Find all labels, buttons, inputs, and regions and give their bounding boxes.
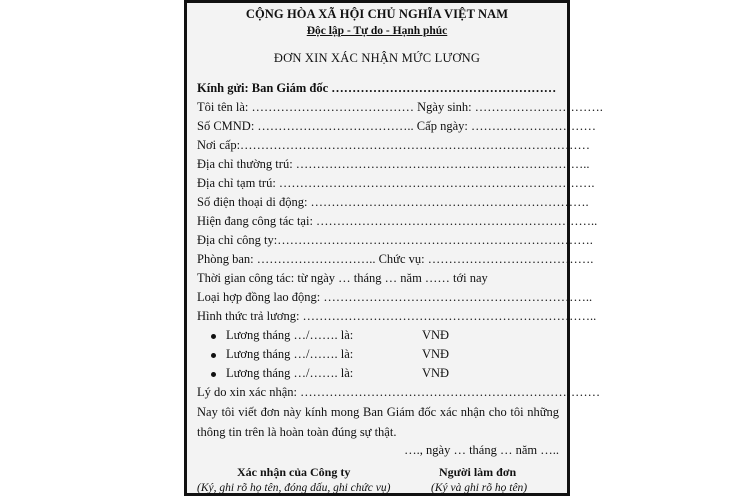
bullet-icon bbox=[211, 353, 216, 358]
bullet-icon bbox=[211, 372, 216, 377]
workplace-line: Hiện đang công tác tại: ………………………………………………………….. bbox=[197, 214, 598, 228]
applicant-title: Người làm đơn bbox=[439, 465, 517, 479]
salary-item bbox=[211, 328, 449, 343]
reason-line: Lý do xin xác nhận: ……………………………………………………………… bbox=[197, 385, 601, 399]
salary-item bbox=[211, 347, 449, 362]
bullet-icon bbox=[211, 334, 216, 339]
company-confirmation-title: Xác nhận của Công ty bbox=[237, 465, 351, 479]
pay-method-line: Hình thức trả lương: …………………………………………………………….. bbox=[197, 309, 597, 323]
salary-item-unit: VNĐ bbox=[422, 328, 450, 342]
salary-item bbox=[211, 366, 449, 381]
salary-item-label: Lương tháng …/……. là: bbox=[226, 328, 354, 342]
document-title: ĐƠN XIN XÁC NHẬN MỨC LƯƠNG bbox=[273, 51, 481, 65]
form-document bbox=[184, 0, 603, 496]
salary-item-unit: VNĐ bbox=[422, 366, 450, 380]
date-line: …., ngày … tháng … năm ….. bbox=[404, 443, 559, 457]
applicant-signature-note: (Ký và ghi rõ họ tên) bbox=[431, 482, 528, 494]
salary-item-label: Lương tháng …/……. là: bbox=[226, 366, 354, 380]
temp-address-line: Địa chỉ tạm trú: …………………………………………………………………. bbox=[197, 176, 595, 190]
nation-heading: CỘNG HÒA XÃ HỘI CHỦ NGHĨA VIỆT NAM bbox=[245, 7, 509, 21]
company-signature-note: (Ký, ghi rõ họ tên, đóng dấu, ghi chức vụ) bbox=[197, 482, 391, 494]
work-period-line: Thời gian công tác: từ ngày … tháng … năm …… tới nay bbox=[197, 271, 488, 285]
contract-type-line: Loại hợp đồng lao động: ……………………………………………………….. bbox=[197, 290, 593, 304]
id-card-line: Số CMND: ……………………………….. Cấp ngày: ………………………… bbox=[197, 119, 596, 133]
department-position-line: Phòng ban: ……………………….. Chức vụ: …………………………………. bbox=[197, 252, 594, 266]
phone-line: Số điện thoại di động: …………………………………………………………. bbox=[197, 195, 589, 209]
request-paragraph: Nay tôi viết đơn này kính mong Ban Giám đốc xác nhận cho tôi những thông tin trên là hoàn toàn đúng sự thật. bbox=[197, 405, 559, 439]
permanent-address-line: Địa chỉ thường trú: …………………………………………………………….. bbox=[197, 157, 590, 171]
motto: Độc lập - Tự do - Hạnh phúc bbox=[306, 25, 448, 37]
company-address-line: Địa chỉ công ty:…………………………………………………………………. bbox=[197, 233, 593, 247]
name-dob-line: Tôi tên là: ………………………………… Ngày sinh: …………………………. bbox=[197, 100, 603, 114]
issued-place-line: Nơi cấp:………………………………………………………………………… bbox=[197, 138, 591, 152]
recipient-line: Kính gửi: Ban Giám đốc ……………………………………………… bbox=[197, 81, 557, 95]
salary-item-unit: VNĐ bbox=[422, 347, 450, 361]
salary-item-label: Lương tháng …/……. là: bbox=[226, 347, 354, 361]
